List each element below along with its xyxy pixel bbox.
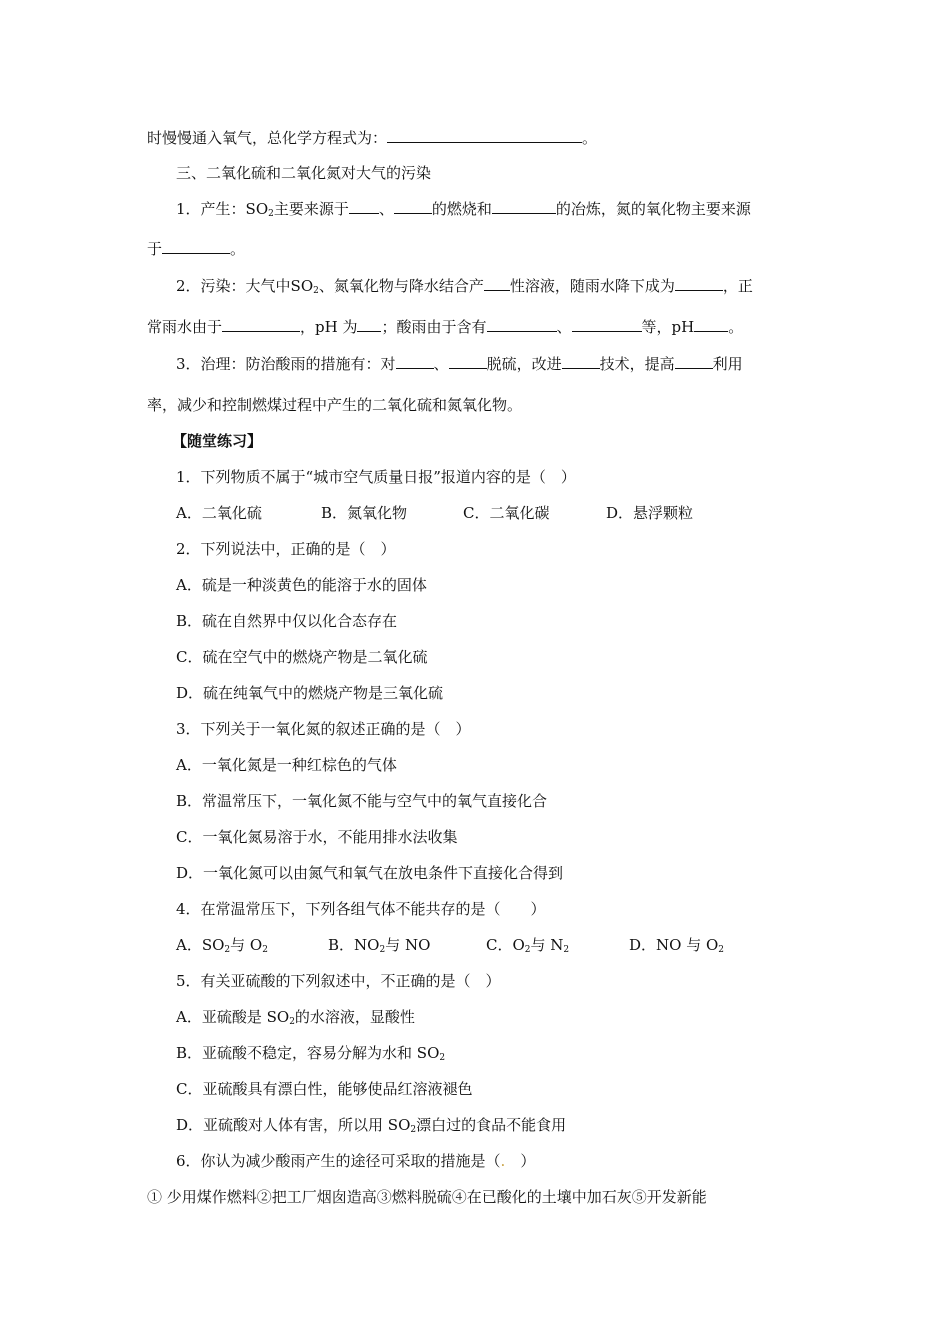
- blank[interactable]: [349, 199, 379, 214]
- question-1: 1．下列物质不属于“城市空气质量日报”报道内容的是（ ）: [176, 468, 576, 486]
- option-a[interactable]: A．$SO_2$与 $O_2$: [176, 936, 268, 955]
- blank[interactable]: [572, 317, 642, 332]
- question-5: 5．有关亚硫酸的下列叙述中，不正确的是（ ）: [176, 972, 501, 990]
- question-3: 3．下列关于一氧化氮的叙述正确的是（ ）: [176, 720, 471, 738]
- line-equation: 时慢慢通入氧气，总化学方程式为： 。: [147, 129, 598, 147]
- question-6-options: ① 少用煤作燃料②把工厂烟囱造高③燃料脱硫④在已酸化的土壤中加石灰⑤开发新能: [147, 1188, 707, 1206]
- option-c[interactable]: C．硫在空气中的燃烧产物是二氧化硫: [176, 648, 428, 666]
- option-a[interactable]: A．一氧化氮是一种红棕色的气体: [176, 756, 397, 774]
- exercise-heading: 【随堂练习】: [172, 432, 263, 450]
- para-1-line-1: 1．产生：$SO_2$主要来源于 、 的燃烧和 的冶炼，氮的氧化物主要来源: [176, 200, 751, 219]
- option-b[interactable]: B．$NO_2$与 NO: [328, 936, 431, 955]
- para-3-line-2: 率，减少和控制燃煤过程中产生的二氧化硫和氮氧化物。: [147, 396, 523, 414]
- blank[interactable]: [675, 276, 723, 291]
- option-c[interactable]: C．一氧化氮易溶于水，不能用排水法收集: [176, 828, 458, 846]
- question-6: 6．你认为减少酸雨产生的途径可采取的措施是（. ）: [176, 1152, 536, 1170]
- option-c[interactable]: C．亚硫酸具有漂白性，能够使品红溶液褪色: [176, 1080, 473, 1098]
- blank[interactable]: [387, 128, 582, 143]
- blank[interactable]: [675, 354, 713, 369]
- option-b[interactable]: B．氮氧化物: [321, 504, 408, 522]
- option-b[interactable]: B．亚硫酸不稳定，容易分解为水和 $SO_2$: [176, 1044, 446, 1063]
- blank[interactable]: [222, 317, 300, 332]
- para-3-line-1: 3．治理：防治酸雨的措施有：对 、 脱硫，改进 技术，提高 利用: [176, 355, 743, 373]
- option-b[interactable]: B．硫在自然界中仅以化合态存在: [176, 612, 398, 630]
- question-2: 2．下列说法中，正确的是（ ）: [176, 540, 396, 558]
- para-1-line-2: 于 。: [147, 240, 246, 258]
- option-d[interactable]: D．硫在纯氧气中的燃烧产物是三氧化硫: [176, 684, 444, 702]
- option-a[interactable]: A．硫是一种淡黄色的能溶于水的固体: [176, 576, 427, 594]
- question-4: 4．在常温常压下，下列各组气体不能共存的是（ ）: [176, 900, 546, 918]
- blank[interactable]: [562, 354, 600, 369]
- blank[interactable]: [396, 354, 434, 369]
- para-2-line-2: 常雨水由于 ，pH 为 ；酸雨由于含有 、 等，pH 。: [147, 318, 744, 336]
- option-c[interactable]: C．$O_2$与 $N_2$: [486, 936, 570, 955]
- question-1-options: [176, 503, 693, 523]
- section-heading: 三、二氧化硫和二氧化氮对大气的污染: [176, 164, 432, 182]
- question-4-options: [176, 935, 724, 960]
- option-d[interactable]: D．亚硫酸对人体有害，所以用 $SO_2$漂白过的食品不能食用: [176, 1116, 567, 1135]
- blank[interactable]: [162, 239, 230, 254]
- blank[interactable]: [492, 199, 556, 214]
- option-a[interactable]: A．二氧化硫: [176, 504, 262, 522]
- option-d[interactable]: D．一氧化氮可以由氮气和氧气在放电条件下直接化合得到: [176, 864, 564, 882]
- option-d[interactable]: D．悬浮颗粒: [606, 504, 694, 522]
- blank[interactable]: [357, 317, 381, 332]
- option-d[interactable]: D．NO 与 $O_2$: [629, 936, 725, 955]
- blank[interactable]: [394, 199, 432, 214]
- option-c[interactable]: C．二氧化碳: [463, 504, 550, 522]
- blank[interactable]: [484, 276, 510, 291]
- para-2-line-1: 2．污染：大气中$SO_2$、氮氧化物与降水结合产 性溶液，随雨水降下成为 ，正: [176, 277, 753, 296]
- blank[interactable]: [694, 317, 728, 332]
- blank[interactable]: [487, 317, 557, 332]
- blank[interactable]: [449, 354, 487, 369]
- option-a[interactable]: A．亚硫酸是 $SO_2$的水溶液，显酸性: [176, 1008, 415, 1027]
- option-b[interactable]: B．常温常压下，一氧化氮不能与空气中的氧气直接化合: [176, 792, 548, 810]
